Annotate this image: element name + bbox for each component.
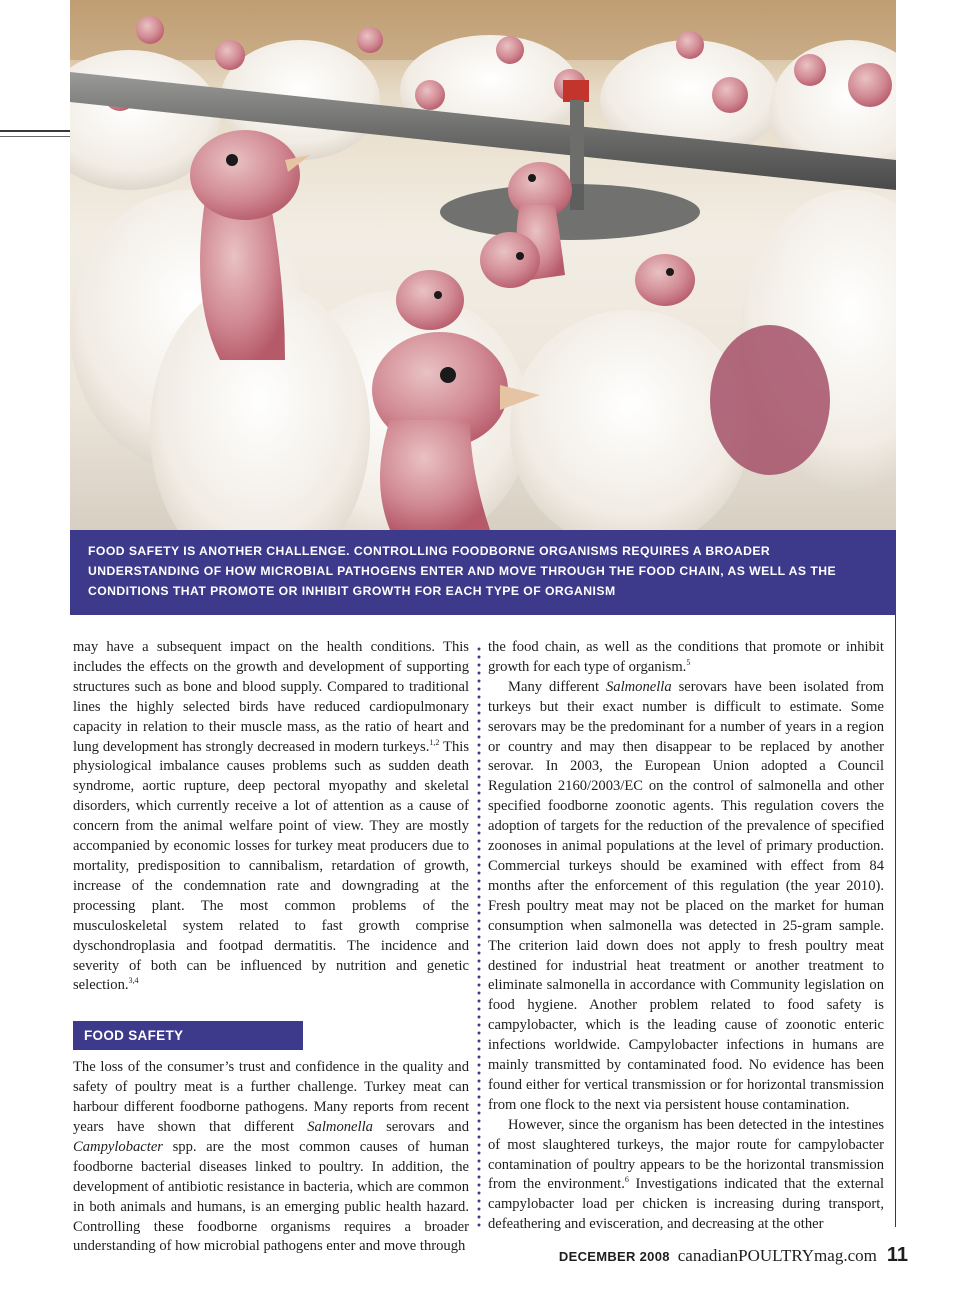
decorative-rule-thin bbox=[0, 136, 70, 137]
caption-text: FOOD SAFETY IS ANOTHER CHALLENGE. CONTROLLING FOODBORNE ORGANISMS REQUIRES A BROADER UNDERSTANDING OF HOW MICROBIAL PATHOGENS ENTER AND MOVE THROUGH THE FOOD CHAIN, AS WELL AS THE CONDITIONS THAT PROMOTE OR INHIBIT GROWTH FOR EACH TYPE OF ORGANISM bbox=[88, 544, 837, 598]
page-number: 11 bbox=[886, 1244, 908, 1266]
body-paragraph: However, since the organism has been detected in the intestines of most slaughtered turkeys, the major route for campylobacter contamination of poultry appears to be the horizontal transmission from the environment.$^6$ Investigations indicated that the external campylobacter load per chicken is increasing during transport, defeathering and evisceration, and decreasing at the other bbox=[488, 1116, 884, 1233]
column-dotted-divider bbox=[477, 645, 481, 1230]
citation-superscript: 3,4 bbox=[128, 976, 139, 986]
body-paragraph: the food chain, as well as the conditions that promote or inhibit growth for each type of organism.$^5$ bbox=[488, 639, 884, 675]
page-footer bbox=[559, 1244, 908, 1268]
citation-superscript: 5 bbox=[686, 658, 691, 668]
citation-superscript: 1,2 bbox=[429, 737, 440, 747]
decorative-rule bbox=[0, 130, 70, 132]
turkey-flock-photo bbox=[70, 0, 896, 530]
body-paragraph: The loss of the consumer’s trust and confidence in the quality and safety of poultry meat is a further challenge. Turkey meat can harbour different foodborne pathogens. Many reports from recent years have shown that different Salmonella serovars and Campylobacter spp. are the most common causes of human foodborne bacterial diseases linked to poultry. In addition, the development of antibiotic resistance in bacteria, which are common in both animals and humans, is an emerging public health hazard. Controlling these foodborne organisms requires a broader understanding of how microbial pathogens enter and move through bbox=[73, 1059, 469, 1255]
section-heading: FOOD SAFETY bbox=[73, 1021, 303, 1050]
issue-date: DECEMBER 2008 bbox=[558, 1249, 670, 1264]
right-column bbox=[488, 638, 884, 1235]
column-right-rule bbox=[895, 615, 896, 1227]
body-paragraph: Many different Salmonella serovars have been isolated from turkeys but their exact number is difficult to estimate. Some serovars may be the predominant for a number of years in a region or country and may then disappear to be replaced by another serovar. In 2003, the European Union adopted a Council Regulation 2160/2003/EC on the control of salmonella and other specified foodborne zoonotic agents. This regulation covers the adoption of targets for the reduction of the prevalence of specified zoonoses in animal populations at the level of primary production. Commercial turkeys should be examined with effect from 84 months after the enforcement of this regulation (the year 2010). Fresh poultry meat may not be placed on the market for human consumption when salmonella was detected in 25-gram sample. The criterion laid down does not apply to fresh poultry meat destined for industrial heat treatment or another treatment to eliminate salmonella in accordance with Community legislation on food hygiene. Another problem related to food safety is campylobacter, which is the leading cause of zoonotic enteric infections worldwide. Campylobacter infections in humans are mainly transmitted by contaminated food. No evidence has been found either for vertical transmission or for horizontal transmission from one flock to the next via persistent house contamination. bbox=[488, 678, 884, 1113]
left-column bbox=[73, 638, 469, 1257]
citation-superscript: 6 bbox=[624, 1175, 629, 1185]
photo-caption bbox=[70, 530, 896, 615]
body-paragraph: may have a subsequent impact on the health conditions. This includes the effects on the growth and development of supporting structures such as bone and blood supply. Compared to traditional lines the highly selected birds have reduced cardiopulmonary capacity in relation to their muscle mass, as the ratio of heart and lung development has strongly decreased in modern turkeys.$^{1,2}$ This physiological imbalance causes problems such as sudden death syndrome, aortic rupture, deep pectoral myopathy and skeletal disorders, which currently receive a lot of attention as a cause of concern from the animal welfare point of view. They are mostly accompanied by economic losses for turkey meat producers due to mortality, predisposition to cannibalism, retardation of growth, increase of the condemnation rate and downgrading at the processing plant. The most common problems of the musculoskeletal system related to fast growth comprise dyschondroplasia and footpad dermatitis. The incidence and severity of both can be influenced by nutrition and genetic selection.$^{3,4}$ bbox=[73, 639, 469, 994]
website-link[interactable]: canadianPOULTRYmag.com bbox=[677, 1246, 877, 1265]
